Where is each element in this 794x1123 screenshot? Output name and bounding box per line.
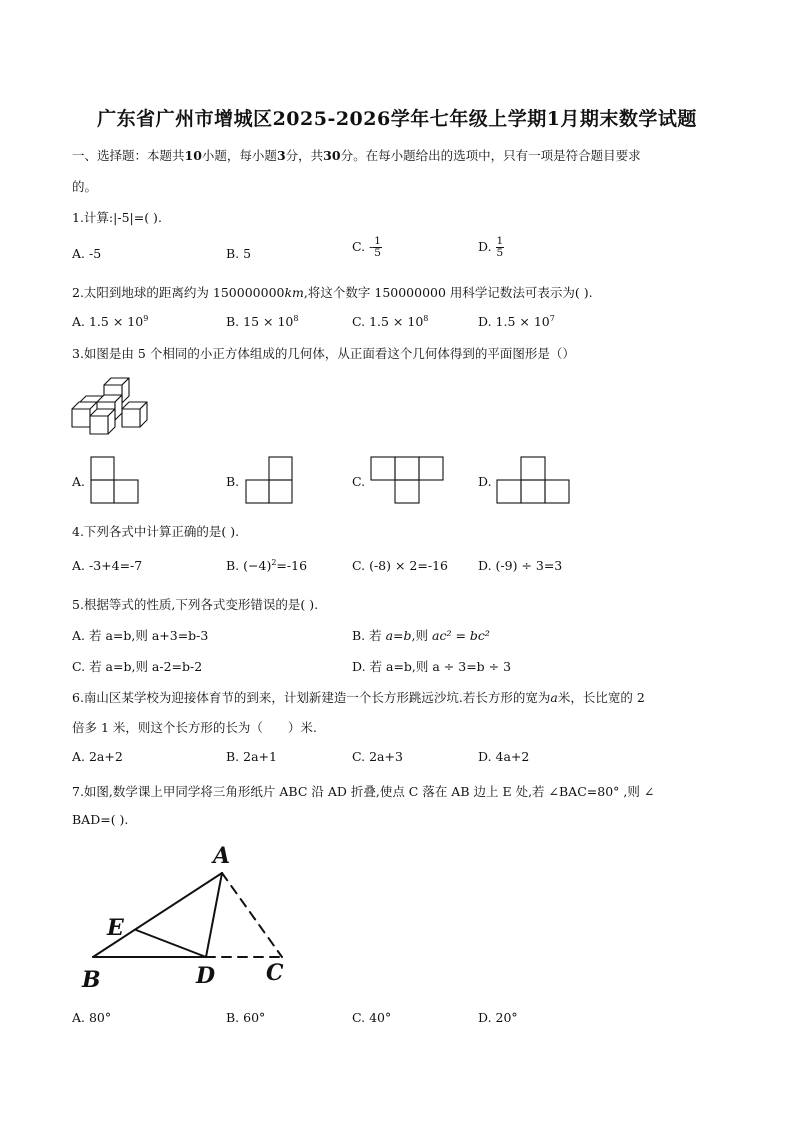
question-2-stem xyxy=(72,283,593,301)
fraction xyxy=(496,236,505,259)
variable: a xyxy=(550,690,558,705)
label-e: E xyxy=(107,915,124,941)
q4-option-a: A. -3+4=-7 xyxy=(72,558,143,573)
label-d: D xyxy=(196,963,216,989)
power-base: (−4) xyxy=(243,558,272,573)
exponent: 8 xyxy=(423,313,429,323)
option-label: B. 若 xyxy=(352,628,386,643)
section-header-text: 一、选择题：本题共 xyxy=(72,148,185,163)
q3-option-d-figure xyxy=(496,455,570,505)
exponent: 2 xyxy=(271,557,277,567)
q1-option-d xyxy=(478,236,504,259)
expression: ac² = bc² xyxy=(432,628,490,643)
question-7-stem: 7.如图,数学课上甲同学将三角形纸片 ABC 沿 AD 折叠,使点 C 落在 AB 边上 E 处,若 ∠BAC=80° ,则 ∠ xyxy=(72,784,655,799)
q1-option-c xyxy=(352,236,382,259)
q4-option-b xyxy=(226,558,307,573)
label-a: A xyxy=(213,843,231,869)
fraction-numerator: 1 xyxy=(374,235,381,247)
option-text: D. 1.5 × 10 xyxy=(478,314,550,329)
q6-option-c: C. 2a+3 xyxy=(352,749,403,764)
option-text: =-16 xyxy=(276,558,308,573)
q2-option-c xyxy=(352,314,428,329)
q3-option-a-figure xyxy=(90,455,140,505)
q6-option-d: D. 4a+2 xyxy=(478,749,530,764)
section-header-text: 分。在每小题给出的选项中，只有一项是符合题目要求 xyxy=(340,148,641,163)
fraction-numerator: 1 xyxy=(496,235,504,247)
exponent: 8 xyxy=(293,313,299,323)
stem-text: 2.太阳到地球的距离约为 150000000 xyxy=(72,285,285,300)
q4-option-d: D. (-9) ÷ 3=3 xyxy=(478,558,563,573)
q1-option-b: B. 5 xyxy=(226,246,252,261)
q3-option-a: A. xyxy=(72,474,86,489)
question-7-stem-line2: BAD=( ). xyxy=(72,812,129,827)
section-header-text: 小题，每小题 xyxy=(201,148,277,163)
exponent: 7 xyxy=(549,313,555,323)
segment-ed xyxy=(136,930,206,957)
section-header-line2: 的。 xyxy=(72,179,98,194)
cube-figure xyxy=(72,373,162,443)
q7-option-a: A. 80° xyxy=(72,1010,112,1025)
page-title: 广东省广州市增城区2025-2026学年七年级上学期1月期末数学试题 xyxy=(97,108,697,130)
points-total: 30 xyxy=(323,148,341,163)
triangle-figure xyxy=(80,838,300,998)
q5-option-c: C. 若 a=b,则 a-2=b-2 xyxy=(72,659,203,674)
question-4-stem: 4.下列各式中计算正确的是( ). xyxy=(72,524,240,539)
stem-text: ,将这个数字 150000000 用科学记数法可表示为( ). xyxy=(303,285,593,300)
q5-option-d: D. 若 a=b,则 a ÷ 3=b ÷ 3 xyxy=(352,659,512,674)
option-text: A. 1.5 × 10 xyxy=(72,314,144,329)
option-text: B. 15 × 10 xyxy=(226,314,294,329)
section-header xyxy=(72,146,641,164)
q1-option-a: A. -5 xyxy=(72,246,102,261)
q2-option-b xyxy=(226,314,298,329)
q3-option-c: C. xyxy=(352,474,366,489)
stem-text: 6.南山区某学校为迎接体育节的到来，计划新建造一个长方形跳远沙坑.若长方形的宽为 xyxy=(72,690,551,705)
q7-option-d: D. 20° xyxy=(478,1010,518,1025)
q3-option-c-figure xyxy=(370,455,444,505)
fraction-denominator: 5 xyxy=(496,247,504,259)
question-6-stem-line2: 倍多 1 米，则这个长方形的长为（ ）米. xyxy=(72,720,317,735)
q6-option-b: B. 2a+1 xyxy=(226,749,277,764)
q3-option-b: B. xyxy=(226,474,240,489)
option-label: B. xyxy=(226,558,244,573)
option-text: C. 1.5 × 10 xyxy=(352,314,424,329)
q7-option-c: C. 40° xyxy=(352,1010,392,1025)
q5-option-a: A. 若 a=b,则 a+3=b-3 xyxy=(72,628,209,643)
q7-option-b: B. 60° xyxy=(226,1010,266,1025)
exponent: 9 xyxy=(143,313,149,323)
question-count: 10 xyxy=(184,148,202,163)
option-label: C. - xyxy=(352,239,374,254)
segment-ac-dashed xyxy=(222,873,282,957)
stem-text: 米，长比宽的 2 xyxy=(557,690,645,705)
question-1-stem: 1.计算:|-5|=( ). xyxy=(72,210,162,225)
q3-option-d: D. xyxy=(478,474,492,489)
fraction-denominator: 5 xyxy=(374,247,381,259)
segment-ad xyxy=(206,873,222,957)
q6-option-a: A. 2a+2 xyxy=(72,749,123,764)
condition: a=b xyxy=(385,628,412,643)
q2-option-a xyxy=(72,314,148,329)
label-c: C xyxy=(266,960,284,986)
points-each: 3 xyxy=(276,148,286,163)
q5-option-b xyxy=(352,626,490,644)
q4-option-c: C. (-8) × 2=-16 xyxy=(352,558,448,573)
question-3-stem: 3.如图是由 5 个相同的小正方体组成的几何体，从正面看这个几何体得到的平面图形是（） xyxy=(72,346,575,361)
question-6-stem xyxy=(72,688,645,706)
unit-km: km xyxy=(284,285,304,300)
question-5-stem: 5.根据等式的性质,下列各式变形错误的是( ). xyxy=(72,597,319,612)
section-header-text: 分，共 xyxy=(285,148,324,163)
q3-option-b-figure xyxy=(244,455,294,505)
q2-option-d xyxy=(478,314,555,329)
option-label: D. xyxy=(478,239,496,254)
option-text: ,则 xyxy=(411,628,432,643)
fraction xyxy=(373,236,382,259)
label-b: B xyxy=(82,967,101,993)
